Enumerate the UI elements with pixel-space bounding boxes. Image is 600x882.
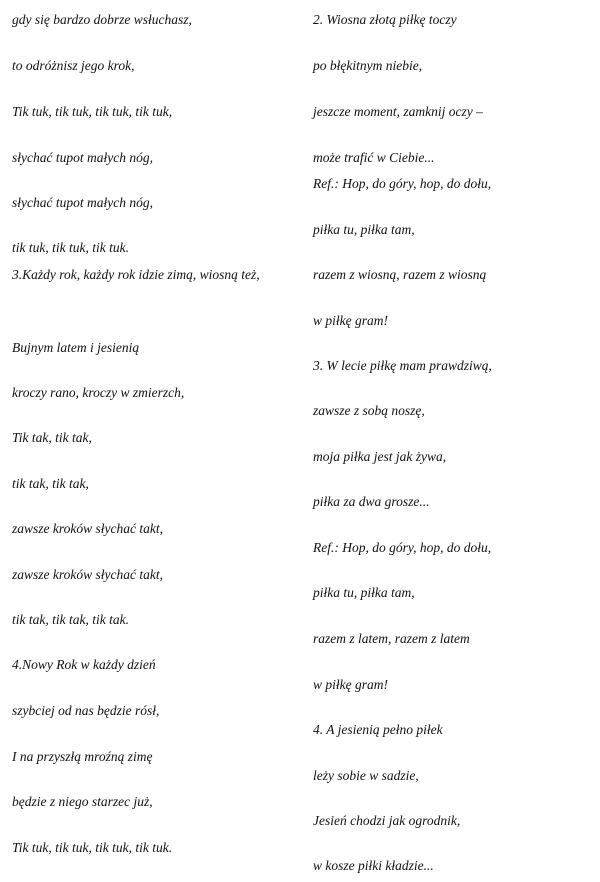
lyric-line: po błękitnym niebie,	[313, 58, 423, 73]
lyric-line: piłka tu, piłka tam,	[313, 222, 415, 237]
lyric-line: moja piłka jest jak żywa,	[313, 449, 447, 464]
lyric-line: to odróżnisz jego krok,	[12, 58, 135, 73]
lyric-line: zawsze z sobą noszę,	[313, 403, 425, 418]
lyric-line: szybciej od nas będzie rósł,	[12, 703, 160, 718]
refrain-line: Ref.: Hop, do góry, hop, do dołu,	[313, 176, 492, 191]
lyric-line: tik tuk, tik tuk, tik tuk.	[12, 240, 129, 255]
lyric-line: Tik tuk, tik tuk, tik tuk, tik tuk.	[12, 840, 173, 855]
lyric-line-stanza-start: 4. A jesienią pełno piłek	[313, 722, 443, 737]
lyric-line-stanza-start: 3.Każdy rok, każdy rok idzie zimą, wiosną też,	[12, 267, 260, 282]
lyric-line: piłka tu, piłka tam,	[313, 585, 415, 600]
lyric-line-stanza-start: 4.Nowy Rok w każdy dzień	[12, 657, 156, 672]
lyric-line-stanza-start: 2. Wiosna złotą piłkę toczy	[313, 12, 457, 27]
lyric-line: piłka za dwa grosze...	[313, 494, 430, 509]
lyric-line: razem z latem, razem z latem	[313, 631, 470, 646]
lyric-line: razem z wiosną, razem z wiosną	[313, 267, 487, 282]
lyric-line: Jesień chodzi jak ogrodnik,	[313, 813, 461, 828]
lyric-line: słychać tupot małych nóg,	[12, 150, 153, 165]
lyric-line: kroczy rano, kroczy w zmierzch,	[12, 385, 185, 400]
lyric-line: słychać tupot małych nóg,	[12, 195, 153, 210]
lyric-line: gdy się bardzo dobrze wsłuchasz,	[12, 12, 192, 27]
lyric-line: będzie z niego starzec już,	[12, 794, 153, 809]
lyric-line: tik tak, tik tak, tik tak.	[12, 612, 129, 627]
lyric-line: tik tak, tik tak,	[12, 476, 89, 491]
lyric-line: leży sobie w sadzie,	[313, 768, 419, 783]
lyric-line: Tik tak, tik tak,	[12, 430, 92, 445]
lyric-line: zawsze kroków słychać takt,	[12, 521, 163, 536]
lyric-line: w piłkę gram!	[313, 313, 388, 328]
lyric-line: zawsze kroków słychać takt,	[12, 567, 163, 582]
refrain-line: Ref.: Hop, do góry, hop, do dołu,	[313, 540, 492, 555]
lyric-line: Bujnym latem i jesienią	[12, 340, 140, 355]
lyric-line: Tik tuk, tik tuk, tik tuk, tik tuk,	[12, 104, 173, 119]
lyric-line: jeszcze moment, zamknij oczy –	[313, 104, 483, 119]
lyric-line: I na przyszłą mroźną zimę	[12, 749, 153, 764]
lyric-line: w kosze piłki kładzie...	[313, 858, 434, 873]
lyric-line-stanza-start: 3. W lecie piłkę mam prawdziwą,	[313, 358, 492, 373]
lyric-line: może trafić w Ciebie...	[313, 150, 435, 165]
lyric-line: w piłkę gram!	[313, 677, 388, 692]
